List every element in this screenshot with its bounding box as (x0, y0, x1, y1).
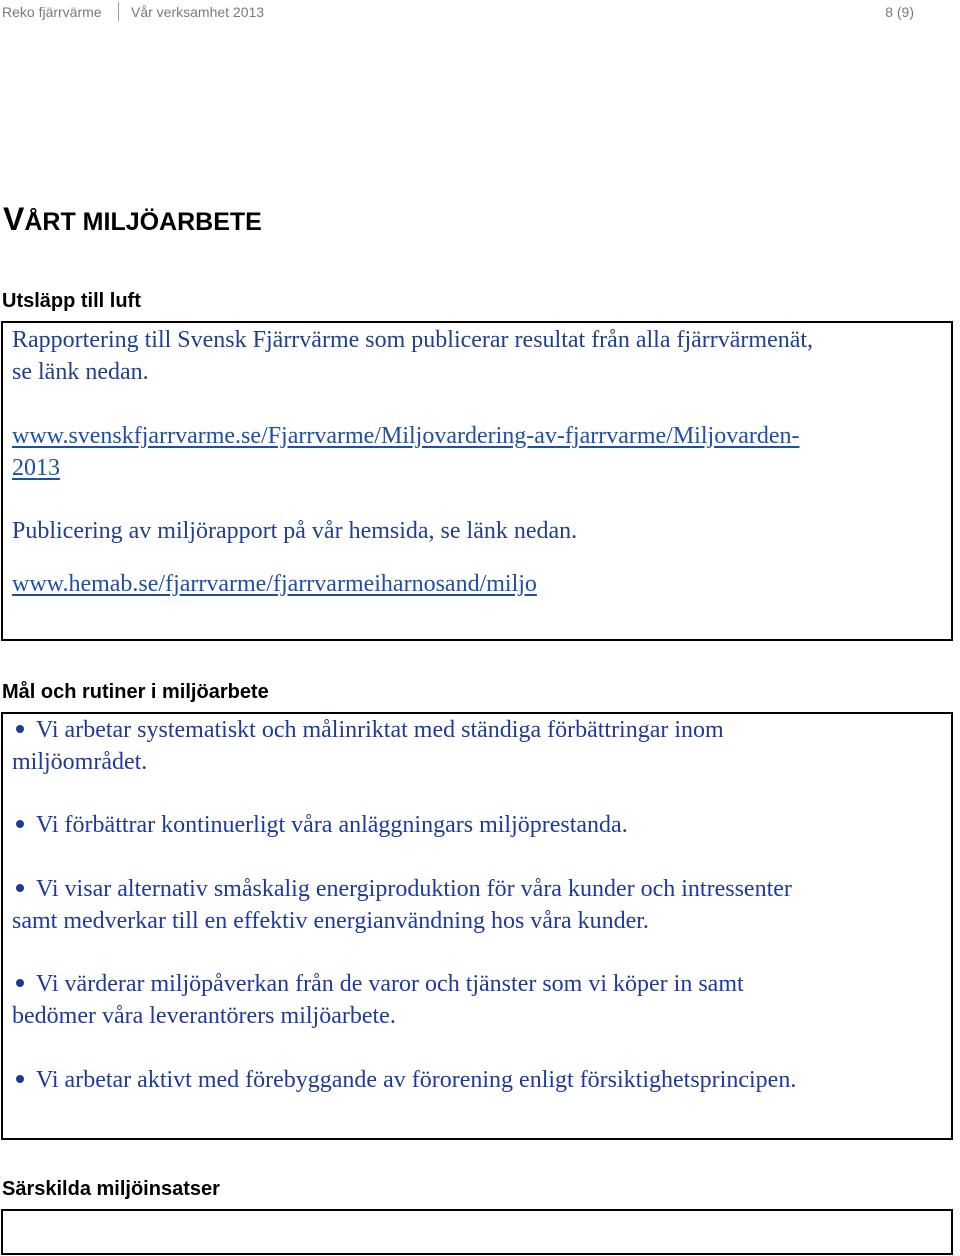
mal-box (1, 712, 953, 1140)
list-item-3-continued: samt medverkar till en effektiv energianvändning hos våra kunder. (12, 908, 649, 934)
utslapp-text-line-3: Publicering av miljörapport på vår hemsida, se länk nedan. (12, 518, 578, 544)
list-item-3 (12, 874, 792, 904)
utslapp-text-line-1: Rapportering till Svensk Fjärrvärme som publicerar resultat från alla fjärrvärmenät, (12, 327, 814, 353)
page-title (3, 201, 262, 238)
list-item-4-text: Vi värderar miljöpåverkan från de varor och tjänster som vi köper in samt (36, 971, 744, 997)
list-item-3-text: Vi visar alternativ småskalig energiproduktion för våra kunder och intressenter (36, 876, 792, 902)
list-item-1 (12, 715, 724, 745)
svenskfjarrvarme-link[interactable]: www.svenskfjarrvarme.se/Fjarrvarme/Miljovardering-av-fjarrvarme/Miljovarden- (12, 423, 800, 449)
utslapp-text-line-2: se länk nedan. (12, 359, 149, 385)
bullet-dot-icon (16, 884, 24, 892)
sarskilda-box (1, 1209, 953, 1255)
list-item-1-text: Vi arbetar systematiskt och målinriktat med ständiga förbättringar inom (36, 717, 724, 743)
list-item-2 (12, 810, 628, 840)
list-item-2-text: Vi förbättrar kontinuerligt våra anläggningars miljöprestanda. (36, 812, 628, 838)
title-rest: ÅRT MILJÖARBETE (24, 208, 262, 236)
utslapp-box (1, 321, 953, 641)
section-heading-utslapp: Utsläpp till luft (2, 290, 141, 312)
page-header (0, 0, 960, 24)
hemab-link[interactable]: www.hemab.se/fjarrvarme/fjarrvarmeiharnosand/miljo (12, 571, 537, 597)
section-heading-mal: Mål och rutiner i miljöarbete (2, 681, 269, 703)
header-company: Reko fjärrvärme (2, 4, 102, 20)
section-heading-sarskilda: Särskilda miljöinsatser (2, 1178, 220, 1200)
list-item-5 (12, 1065, 796, 1095)
bullet-dot-icon (16, 725, 24, 733)
header-divider (118, 2, 119, 21)
list-item-5-text: Vi arbetar aktivt med förebyggande av förorening enligt försiktighetsprincipen. (36, 1067, 797, 1093)
bullet-dot-icon (16, 820, 24, 828)
title-initial: V (3, 201, 25, 237)
header-report-title: Vår verksamhet 2013 (131, 4, 265, 20)
header-page-number: 8 (9) (885, 4, 914, 20)
list-item-4 (12, 969, 744, 999)
svenskfjarrvarme-link-continued[interactable]: 2013 (12, 455, 60, 481)
bullet-dot-icon (16, 1075, 24, 1083)
bullet-dot-icon (16, 979, 24, 987)
list-item-1-continued: miljöområdet. (12, 749, 148, 775)
list-item-4-continued: bedömer våra leverantörers miljöarbete. (12, 1003, 396, 1029)
